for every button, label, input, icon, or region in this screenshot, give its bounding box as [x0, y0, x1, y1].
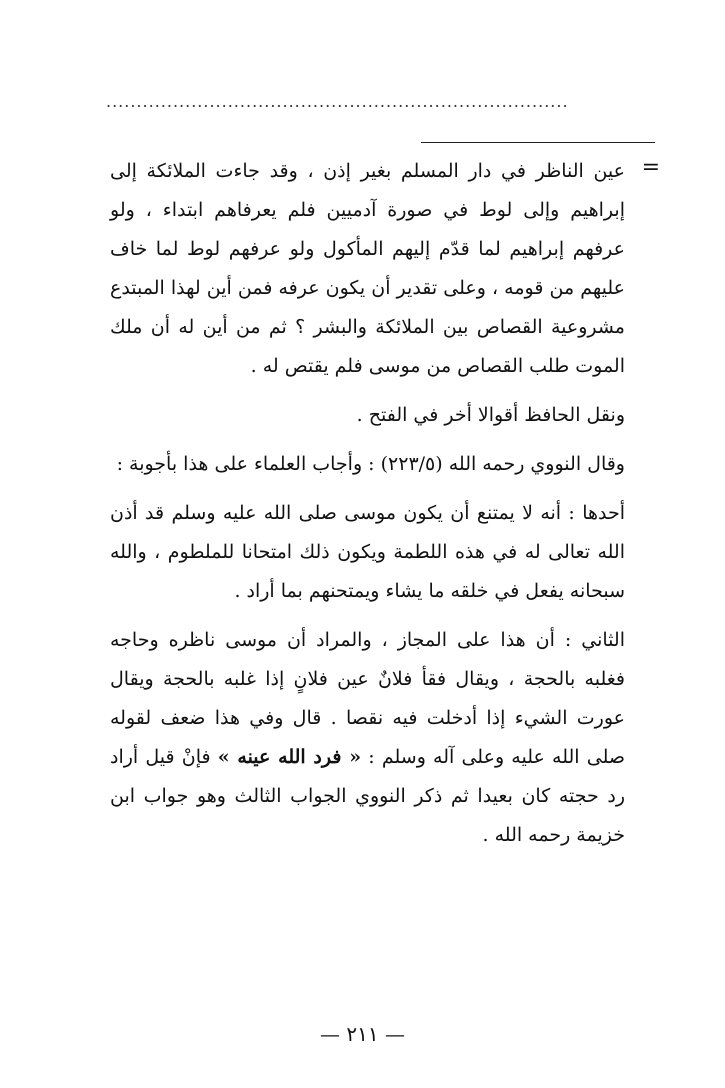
footnote-rule	[421, 142, 655, 143]
continuation-mark: =	[641, 155, 660, 180]
paragraph-1: عين الناظر في دار المسلم بغير إذن ، وقد جاءت الملائكة إلى إبراهيم وإلى لوط في صورة آدميين فلم يعرفاهم ابتداء ، ولو عرفهم إبراهيم لما قدّم إليهم المأكول ولو عرفهم لوط لما خاف عليهم من قومه ، وعلى تقدير أن يكون عرفه فمن أين لهذا المبتدع مشروعية القصاص بين الملائكة والبشر ؟ ثم من أين له أن ملك الموت طلب القصاص من موسى فلم يقتص له .	[110, 160, 625, 377]
paragraph-2: ونقل الحافظ أقوالا أخر في الفتح .	[356, 404, 625, 426]
paragraph-4: أحدها : أنه لا يمتنع أن يكون موسى صلى الله عليه وسلم قد أذن الله تعالى له في هذه اللطمة ويكون ذلك امتحانا للملطوم ، والله سبحانه يفعل في خلقه ما يشاء ويمتحنهم بما أراد .	[110, 502, 625, 602]
paragraph-5	[110, 621, 625, 855]
page-number: — ٢١١ —	[320, 1022, 405, 1046]
paragraph-5-text-before: الثاني : أن هذا على المجاز ، والمراد أن موسى ناظره وحاجه فغلبه بالحجة ، ويقال فقأ فلانٌ عين فلانٍ إذا غلبه بالحجة ويقال عورت الشيء إذا أدخلت فيه نقصا . قال وفي هذا ضعف لقوله صلى الله عليه وعلى آله وسلم :	[110, 629, 625, 768]
paragraph-3: وقال النووي رحمه الله (٢٢٣/٥) : وأجاب العلماء على هذا بأجوبة :	[116, 453, 625, 475]
separator-dots: ............................................................................	[106, 92, 569, 111]
footnote-body	[110, 152, 625, 855]
hadith-quote: « فرد الله عينه »	[217, 746, 362, 768]
paragraph-5-text-after: فإنْ قيل أراد رد حجته كان بعيدا ثم ذكر النووي الجواب الثالث وهو جواب ابن خزيمة رحمه الله .	[110, 746, 625, 846]
